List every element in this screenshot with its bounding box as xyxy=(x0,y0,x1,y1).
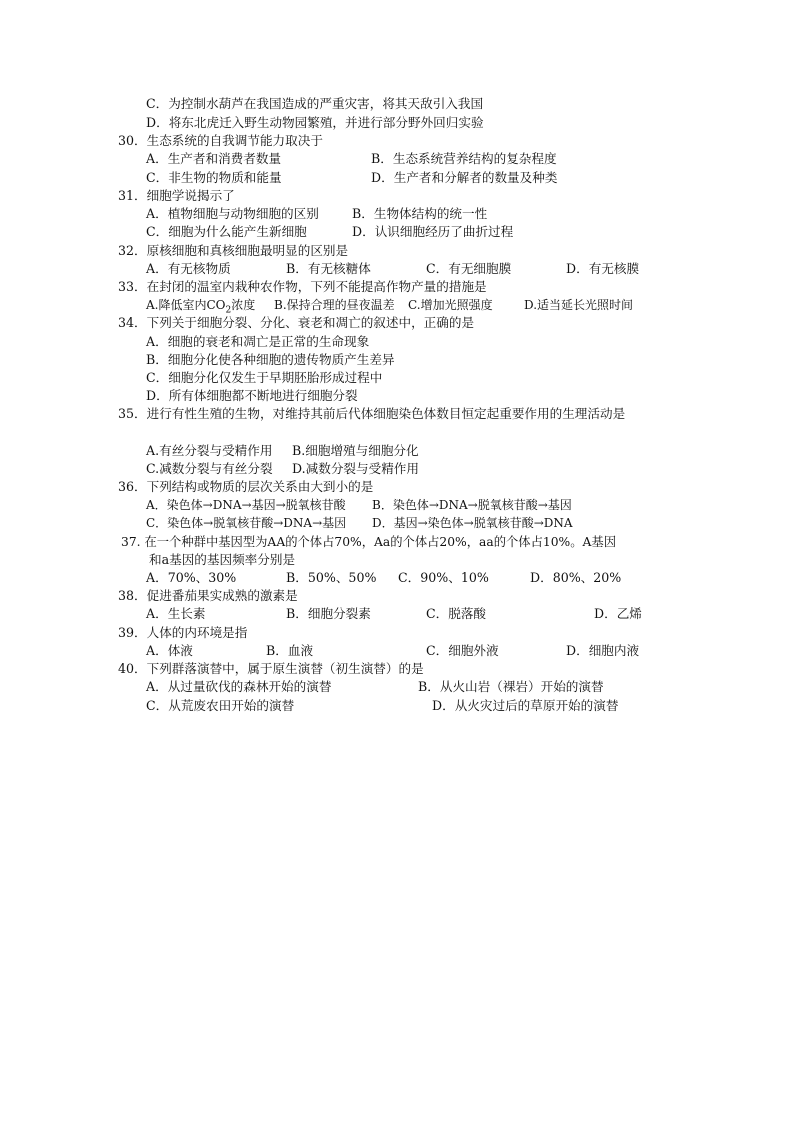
question-40-option-a: A．从过量砍伐的森林开始的演替 xyxy=(146,679,332,694)
question-30-option-d: D．生产者和分解者的数量及种类 xyxy=(371,170,558,185)
question-31-option-d: D．认识细胞经历了曲折过程 xyxy=(352,224,514,239)
question-35-option-b: B.细胞增殖与细胞分化 xyxy=(292,443,419,458)
question-36-option-d: D．基因→染色体→脱氧核苷酸→DNA xyxy=(372,516,573,530)
question-32-option-d: D．有无核膜 xyxy=(566,261,640,276)
question-32-stem: 32．原核细胞和真核细胞最明显的区别是 xyxy=(118,243,349,258)
question-36-stem: 36．下列结构或物质的层次关系由大到小的是 xyxy=(118,479,374,494)
question-36-option-c: C．染色体→脱氧核苷酸→DNA→基因 xyxy=(146,516,347,530)
question-37-option-c: C．90%、10% xyxy=(398,570,489,585)
question-37-stem-cont: 和a基因的基因频率分别是 xyxy=(149,552,296,567)
question-35-stem: 35．进行有性生殖的生物，对维持其前后代体细胞染色体数目恒定起重要作用的生理活动是 xyxy=(118,406,626,421)
question-37-option-d: D．80%、20% xyxy=(530,570,622,585)
question-36-option-a: A．染色体→DNA→基因→脱氧核苷酸 xyxy=(146,498,346,512)
question-33-option-a: A.降低室内$CO_2$浓度 xyxy=(146,298,256,316)
question-40-stem: 40．下列群落演替中，属于原生演替（初生演替）的是 xyxy=(118,661,424,676)
question-34-option-b: B．细胞分化使各种细胞的遗传物质产生差异 xyxy=(146,352,395,367)
question-38-option-c: C．脱落酸 xyxy=(426,606,487,621)
question-38-option-b: B．细胞分裂素 xyxy=(286,606,371,621)
question-34-option-d: D．所有体细胞都不断地进行细胞分裂 xyxy=(146,388,358,403)
question-34-option-c: C．细胞分化仅发生于早期胚胎形成过程中 xyxy=(146,370,383,385)
question-32-option-c: C．有无细胞膜 xyxy=(426,261,512,276)
question-33-stem: 33．在封闭的温室内栽种农作物，下列不能提高作物产量的措施是 xyxy=(118,279,487,294)
question-30-option-c: C．非生物的物质和能量 xyxy=(146,170,282,185)
question-39-option-d: D．细胞内液 xyxy=(566,643,640,658)
prev-option-d: D．将东北虎迁入野生动物园繁殖，并进行部分野外回归实验 xyxy=(146,115,484,130)
question-34-stem: 34．下列关于细胞分裂、分化、衰老和凋亡的叙述中，正确的是 xyxy=(118,315,475,330)
question-30-option-a: A．生产者和消费者数量 xyxy=(146,151,282,166)
question-40-option-d: D．从火灾过后的草原开始的演替 xyxy=(432,698,619,713)
question-31-option-a: A．植物细胞与动物细胞的区别 xyxy=(146,206,319,221)
question-39-option-b: B．血液 xyxy=(266,643,314,658)
question-37-stem: 37. 在一个种群中基因型为AA的个体占70%，Aa的个体占20%，aa的个体占10%。A基因 xyxy=(121,535,616,549)
question-34-option-a: A．细胞的衰老和凋亡是正常的生命现象 xyxy=(146,334,370,349)
question-37-option-b: B．50%、50% xyxy=(286,570,377,585)
question-40-option-c: C．从荒废农田开始的演替 xyxy=(146,698,295,713)
question-38-stem: 38．促进番茄果实成熟的激素是 xyxy=(118,588,298,603)
question-33-option-b: B.保持合理的昼夜温差 xyxy=(274,298,395,312)
question-39-stem: 39．人体的内环境是指 xyxy=(118,625,248,640)
question-39-option-c: C．细胞外液 xyxy=(426,643,499,658)
question-35-option-a: A.有丝分裂与受精作用 xyxy=(146,443,273,458)
question-38-option-d: D．乙烯 xyxy=(594,606,642,621)
question-35-option-d: D.减数分裂与受精作用 xyxy=(292,461,419,476)
question-31-stem: 31．细胞学说揭示了 xyxy=(118,188,235,203)
question-31-option-c: C．细胞为什么能产生新细胞 xyxy=(146,224,307,239)
prev-option-c: C．为控制水葫芦在我国造成的严重灾害，将其天敌引入我国 xyxy=(146,96,484,111)
question-37-option-a: A．70%、30% xyxy=(146,570,237,585)
question-33-option-d: D.适当延长光照时间 xyxy=(524,298,634,312)
question-31-option-b: B．生物体结构的统一性 xyxy=(352,206,488,221)
question-39-option-a: A．体液 xyxy=(146,643,193,658)
question-35-option-c: C.减数分裂与有丝分裂 xyxy=(146,461,273,476)
question-38-option-a: A．生长素 xyxy=(146,606,206,621)
question-32-option-b: B．有无核糖体 xyxy=(286,261,371,276)
question-33-option-c: C.增加光照强度 xyxy=(408,298,493,312)
question-40-option-b: B．从火山岩（裸岩）开始的演替 xyxy=(418,679,604,694)
question-32-option-a: A．有无核物质 xyxy=(146,261,231,276)
question-30-option-b: B．生态系统营养结构的复杂程度 xyxy=(371,151,557,166)
question-36-option-b: B．染色体→DNA→脱氧核苷酸→基因 xyxy=(372,498,572,512)
question-30-stem: 30．生态系统的自我调节能力取决于 xyxy=(118,133,323,148)
